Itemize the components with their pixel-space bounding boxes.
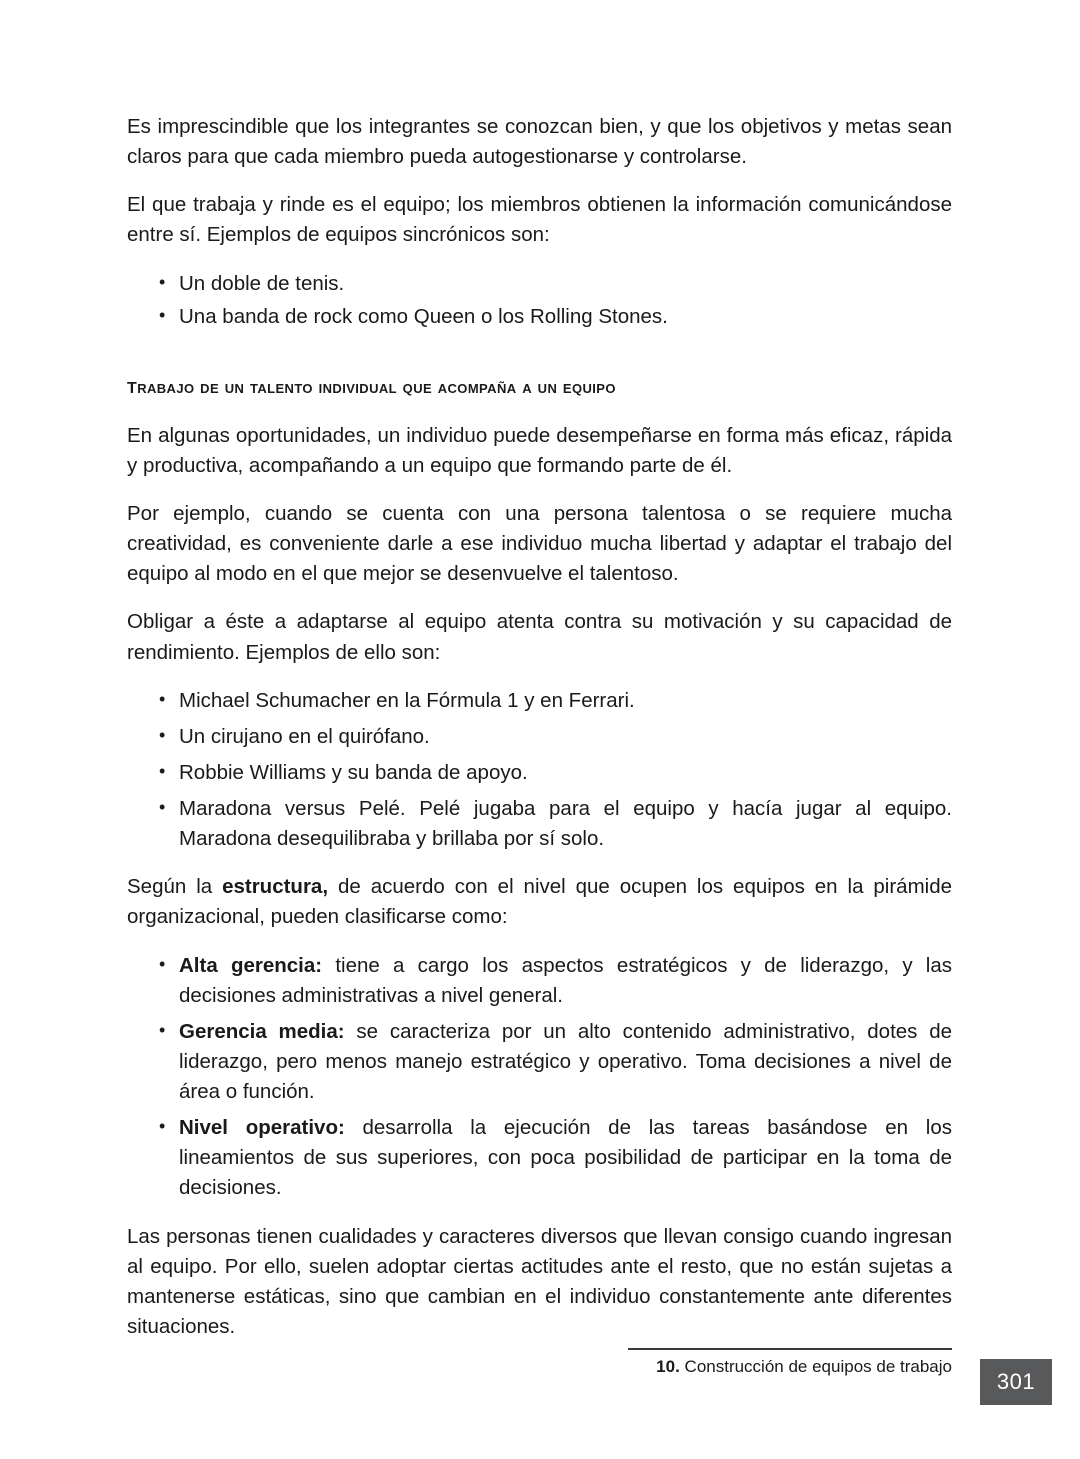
list-item-text: se caracteriza por un alto contenido administrativo, dotes de liderazgo, pero menos manejo estratégico y operativo. Toma decisiones a nivel de área o función. [179,1019,953,1103]
page-content [127,112,952,1360]
list-item: • Una banda de rock como Queen o los Rolling Stones. [127,302,952,332]
list-item [127,1017,952,1107]
list-item-term: Alta gerencia: [179,953,323,977]
footer-chapter-title: Construcción de equipos de trabajo [679,1357,952,1376]
paragraph-intro-1: Es imprescindible que los integrantes se conozcan bien, y que los objetivos y metas sean claros para que cada miembro pueda autogestionarse y controlarse. [127,115,952,169]
page-number: 301 [980,1359,1052,1405]
section-heading: trabajo de un talento individual que acompaña a un equipo [127,371,616,398]
paragraph-final: Las personas tienen cualidades y caracteres diversos que llevan consigo cuando ingresan al equipo. Por ello, suelen adoptar ciertas actitudes ante el resto, que no están sujetas a mantenerse estáticas, sino que cambian en el individuo constantemente ante diferentes situaciones. [127,1224,952,1338]
list-item: • Robbie Williams y su banda de apoyo. [127,758,952,788]
page-footer [628,1348,952,1377]
list-item-term: Nivel operativo: [179,1116,345,1140]
list-item [127,1113,952,1203]
paragraph-intro-2: El que trabaja y rinde es el equipo; los miembros obtienen la información comunicándose entre sí. Ejemplos de equipos sincrónicos son: [127,193,952,247]
footer-divider [628,1348,952,1350]
list-item: • Maradona versus Pelé. Pelé jugaba para el equipo y hacía jugar al equipo. Maradona desequilibraba y brillaba por sí solo. [127,794,952,854]
list-item: • Michael Schumacher en la Fórmula 1 y en Ferrari. [127,686,952,716]
footer-chapter-number: 10. [656,1357,680,1376]
list-item: • Un doble de tenis. [127,269,952,299]
paragraph-talento-2: Por ejemplo, cuando se cuenta con una persona talentosa o se requiere mucha creatividad, es conveniente darle a ese individuo mucha libertad y adaptar el trabajo del equipo al modo en el que mejor se desenvuelve el talentoso. [127,502,952,586]
estructura-text-post: de acuerdo con el nivel que ocupen los equipos en la pirámide organizacional, pueden clasificarse como: [127,875,953,929]
footer-chapter [628,1357,952,1377]
list-ejemplos-talento [127,686,952,855]
paragraph-talento-1: En algunas oportunidades, un individuo puede desempeñarse en forma más eficaz, rápida y productiva, acompañando a un equipo que formando parte de él. [127,423,952,477]
list-item-text: tiene a cargo los aspectos estratégicos y de liderazgo, y las decisiones administrativas a nivel general. [179,953,953,1007]
list-equipos-sincronicos [127,269,952,332]
list-item-text: desarrolla la ejecución de las tareas basándose en los lineamientos de sus superiores, con poca posibilidad de participar en la toma de decisiones. [179,1116,952,1200]
paragraph-estructura [127,872,952,932]
list-item: • Un cirujano en el quirófano. [127,722,952,752]
list-niveles-organizacionales [127,951,952,1204]
paragraph-talento-3: Obligar a éste a adaptarse al equipo atenta contra su motivación y su capacidad de rendimiento. Ejemplos de ello son: [127,610,952,664]
estructura-term: estructura, [222,875,329,899]
list-item-term: Gerencia media: [179,1019,345,1043]
estructura-text-pre: Según la [127,875,223,899]
list-item [127,951,952,1011]
